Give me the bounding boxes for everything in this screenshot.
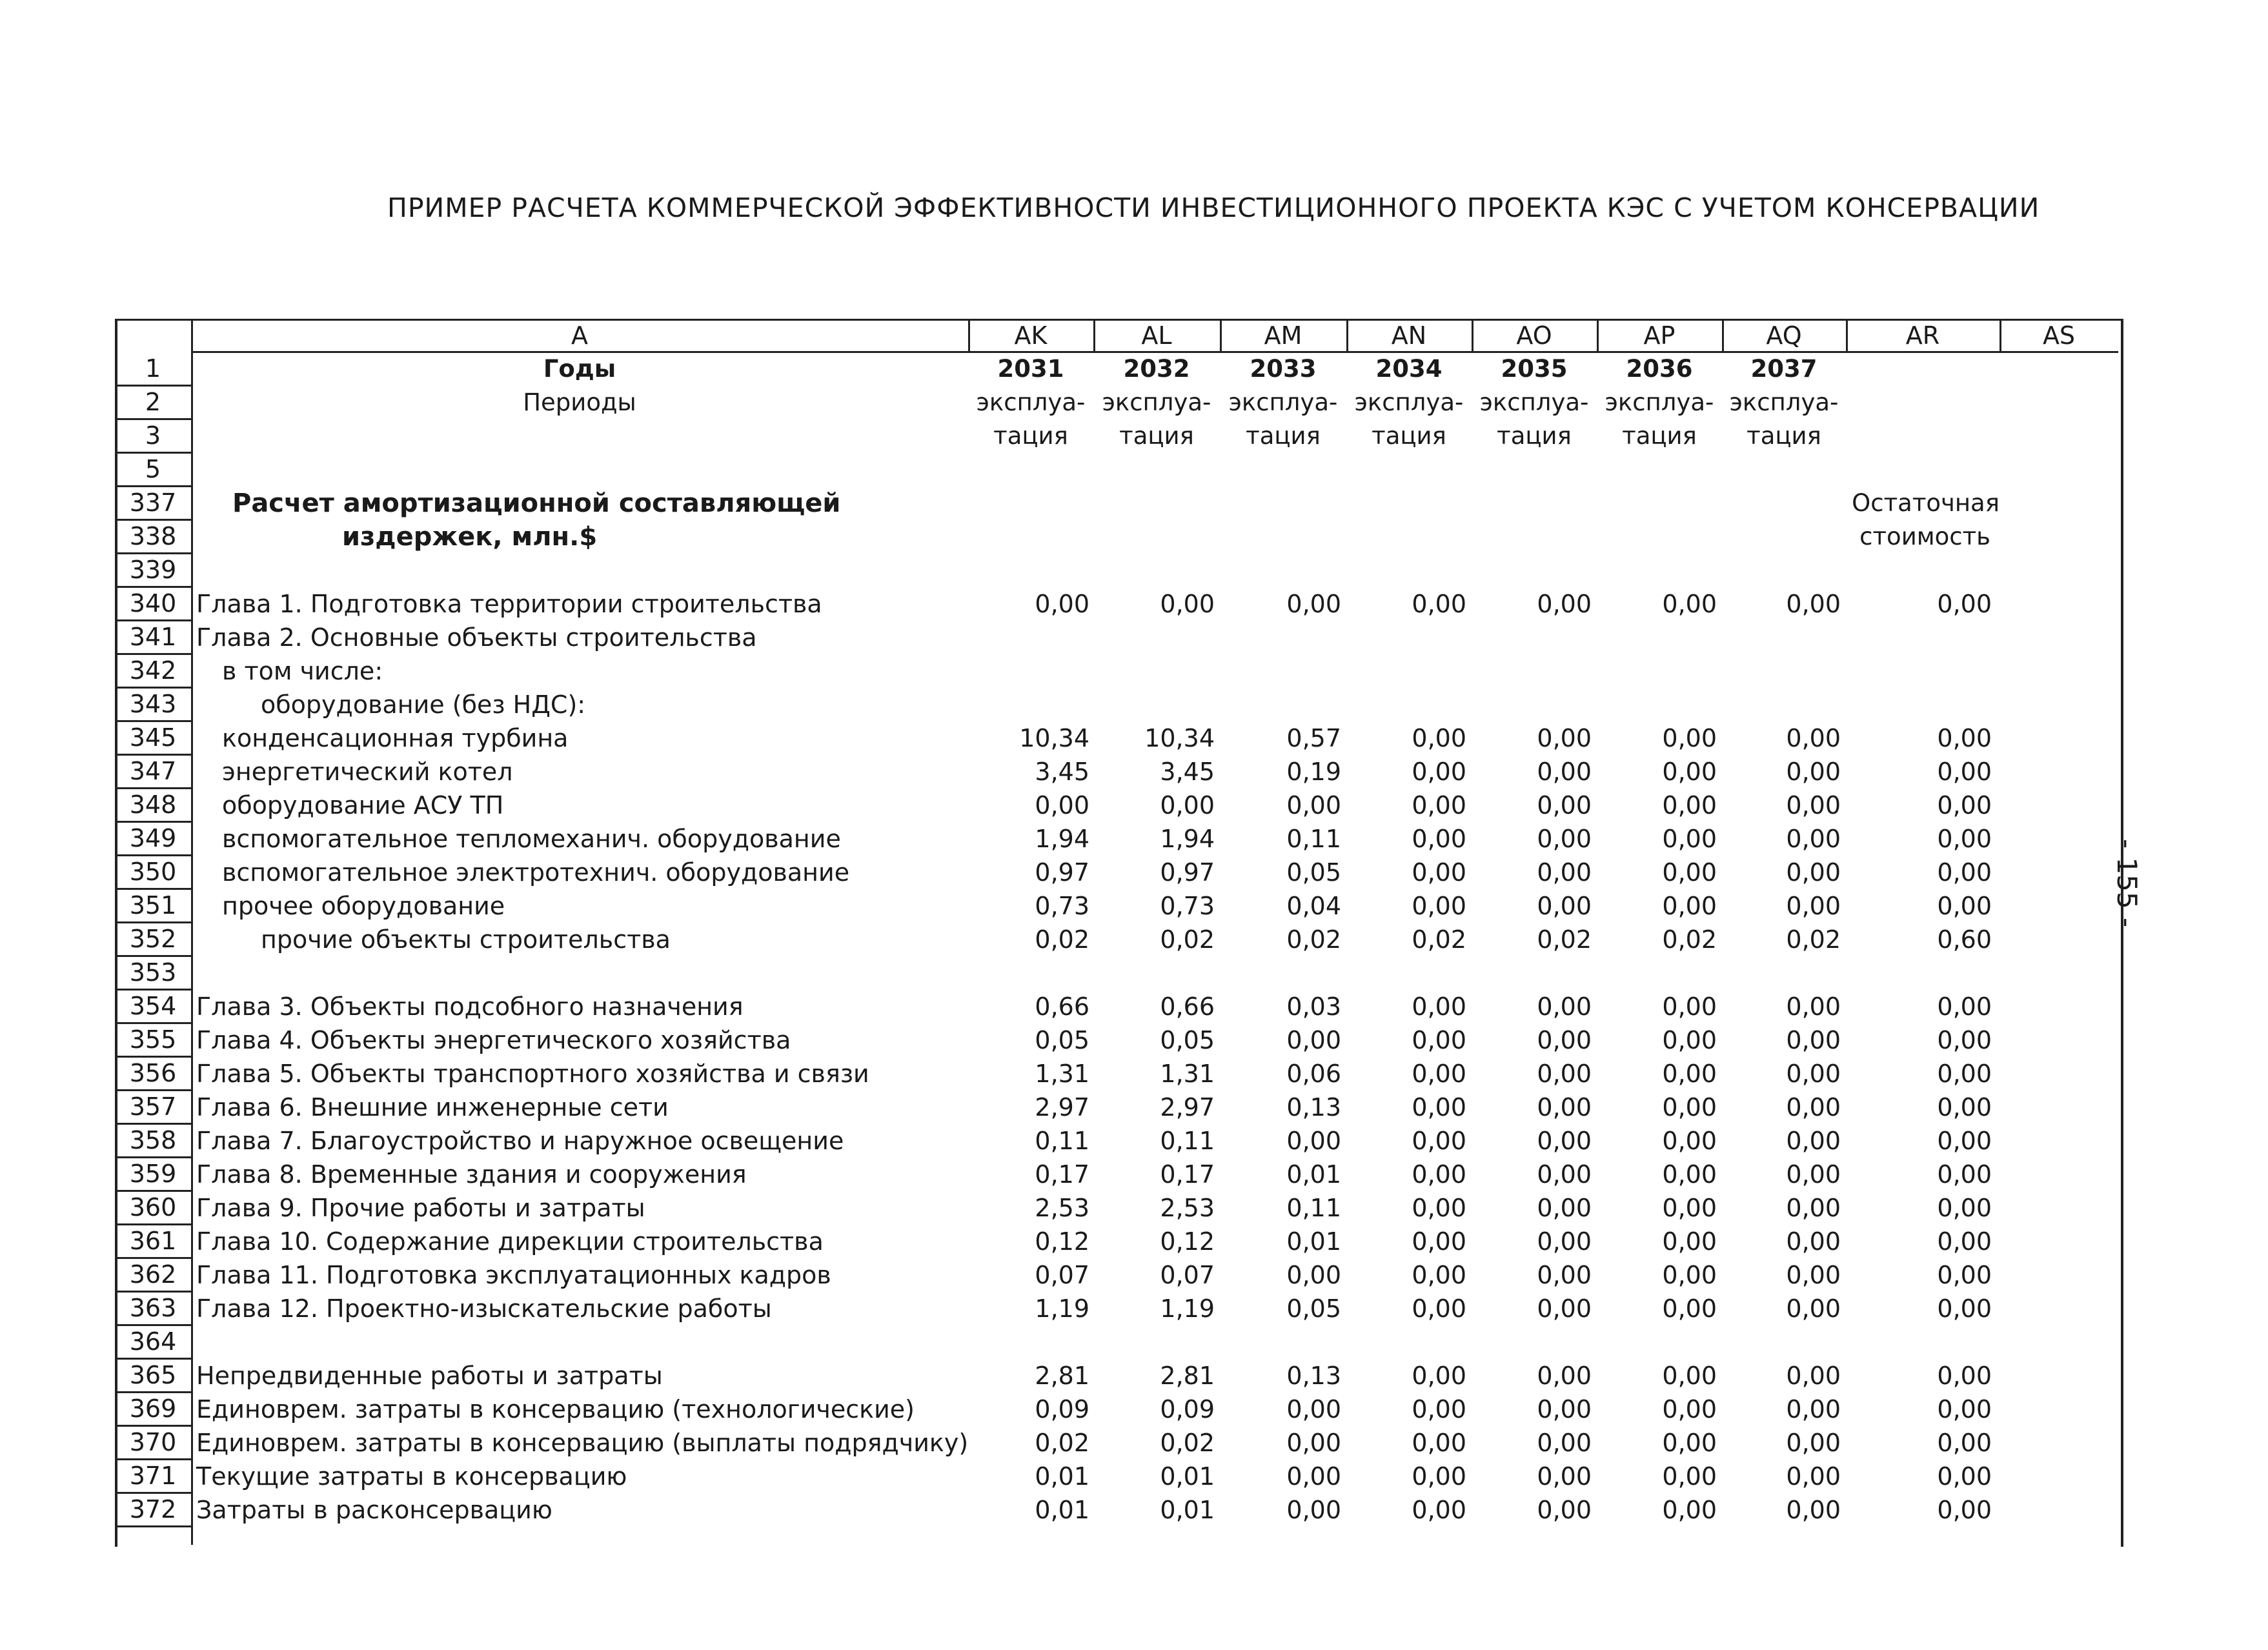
value-cell: 0,00 xyxy=(1786,1462,1841,1491)
value-cell: 0,00 xyxy=(1662,1395,1717,1424)
row-label: прочие объекты строительства xyxy=(261,925,671,954)
value-cell: 0,13 xyxy=(1286,1362,1341,1390)
page-title: ПРИМЕР РАСЧЕТА КОММЕРЧЕСКОЙ ЭФФЕКТИВНОСТИ ИНВЕСТИЦИОННОГО ПРОЕКТА КЭС С УЧЕТОМ КОНСЕРВАЦИИ xyxy=(387,192,2040,223)
value-cell: 1,19 xyxy=(1035,1294,1089,1323)
value-cell: 0,00 xyxy=(1786,1127,1841,1155)
row-number: 350 xyxy=(115,856,191,890)
value-cell: 0,00 xyxy=(1412,1462,1466,1491)
value-cell: 0,11 xyxy=(1035,1127,1089,1155)
value-cell: 0,00 xyxy=(1937,1194,1992,1222)
period-line2: тация xyxy=(1747,422,1821,450)
period-line2: тация xyxy=(1119,422,1194,450)
period-line2: тация xyxy=(1622,422,1697,450)
value-cell: 0,00 xyxy=(1937,992,1992,1021)
row-label: Непредвиденные работы и затраты xyxy=(196,1362,663,1390)
year-header: 2033 xyxy=(1250,355,1317,383)
section-title-line1: Расчет амортизационной составляющей xyxy=(232,488,841,518)
value-cell: 0,00 xyxy=(1786,724,1841,752)
value-cell: 0,00 xyxy=(1412,724,1466,752)
value-cell: 0,00 xyxy=(1035,590,1089,618)
value-cell: 0,06 xyxy=(1286,1060,1341,1088)
row-label: Текущие затраты в консервацию xyxy=(196,1462,627,1491)
value-cell: 0,00 xyxy=(1786,1026,1841,1054)
value-cell: 1,31 xyxy=(1035,1060,1089,1088)
row-number: 369 xyxy=(115,1393,191,1427)
row-number: 361 xyxy=(115,1225,191,1259)
column-letter[interactable]: AQ xyxy=(1766,321,1802,350)
value-cell: 0,00 xyxy=(1537,724,1592,752)
value-cell: 0,02 xyxy=(1035,1429,1089,1457)
value-cell: 1,94 xyxy=(1160,825,1215,853)
row-label: Глава 3. Объекты подсобного назначения xyxy=(196,992,744,1021)
value-cell: 0,00 xyxy=(1662,1127,1717,1155)
value-cell: 0,00 xyxy=(1937,724,1992,752)
column-letter[interactable]: AP xyxy=(1643,321,1676,350)
row-number: 365 xyxy=(115,1359,191,1393)
row-label: Глава 9. Прочие работы и затраты xyxy=(196,1194,645,1222)
row-number: 343 xyxy=(115,688,191,722)
value-cell: 0,00 xyxy=(1937,590,1992,618)
value-cell: 2,97 xyxy=(1035,1093,1089,1122)
value-cell: 0,00 xyxy=(1937,1362,1992,1390)
year-header: 2032 xyxy=(1123,355,1190,383)
value-cell: 0,07 xyxy=(1160,1261,1215,1289)
value-cell: 0,00 xyxy=(1412,1362,1466,1390)
row-number: 342 xyxy=(115,654,191,689)
row-label: прочее оборудование xyxy=(222,892,505,920)
column-letter[interactable]: AL xyxy=(1141,321,1172,350)
value-cell: 0,00 xyxy=(1286,791,1341,820)
value-cell: 0,11 xyxy=(1160,1127,1215,1155)
value-cell: 0,00 xyxy=(1537,1093,1592,1122)
row-number: 2 xyxy=(115,386,191,420)
value-cell: 0,00 xyxy=(1412,992,1466,1021)
value-cell: 0,97 xyxy=(1160,858,1215,887)
period-line1: эксплуа- xyxy=(1605,388,1714,416)
value-cell: 0,00 xyxy=(1786,590,1841,618)
value-cell: 0,00 xyxy=(1662,758,1717,786)
value-cell: 0,00 xyxy=(1662,858,1717,887)
row-number: 338 xyxy=(115,520,191,554)
value-cell: 0,00 xyxy=(1537,825,1592,853)
value-cell: 0,00 xyxy=(1937,1395,1992,1424)
row-number: 352 xyxy=(115,923,191,957)
value-cell: 0,00 xyxy=(1786,1194,1841,1222)
value-cell: 0,00 xyxy=(1786,992,1841,1021)
value-cell: 0,00 xyxy=(1662,1026,1717,1054)
page-number: - 155 - xyxy=(2111,839,2143,928)
value-cell: 0,00 xyxy=(1537,1127,1592,1155)
value-cell: 0,00 xyxy=(1662,1194,1717,1222)
value-cell: 0,05 xyxy=(1035,1026,1089,1054)
row-label: оборудование АСУ ТП xyxy=(222,791,504,820)
row-number: 351 xyxy=(115,889,191,923)
value-cell: 0,00 xyxy=(1537,1294,1592,1323)
value-cell: 0,00 xyxy=(1786,858,1841,887)
year-header: 2031 xyxy=(997,355,1064,383)
value-cell: 0,00 xyxy=(1662,1429,1717,1457)
row-label: конденсационная турбина xyxy=(222,724,569,752)
value-cell: 0,00 xyxy=(1937,825,1992,853)
residual-value-label: Остаточная xyxy=(1852,489,2000,517)
value-cell: 1,31 xyxy=(1160,1060,1215,1088)
rownum-separator xyxy=(191,319,193,1545)
value-cell: 0,00 xyxy=(1662,1060,1717,1088)
value-cell: 0,73 xyxy=(1035,892,1089,920)
value-cell: 0,60 xyxy=(1937,925,1992,954)
value-cell: 0,66 xyxy=(1160,992,1215,1021)
row-label: Затраты в расконсервацию xyxy=(196,1496,552,1524)
value-cell: 0,00 xyxy=(1937,858,1992,887)
period-line2: тация xyxy=(1246,422,1321,450)
value-cell: 0,00 xyxy=(1412,758,1466,786)
value-cell: 0,01 xyxy=(1160,1496,1215,1524)
period-line1: эксплуа- xyxy=(1354,388,1464,416)
value-cell: 0,13 xyxy=(1286,1093,1341,1122)
value-cell: 10,34 xyxy=(1144,724,1215,752)
column-letter[interactable]: AN xyxy=(1391,321,1427,350)
column-letter[interactable]: AK xyxy=(1014,321,1048,350)
row-number: 370 xyxy=(115,1426,191,1460)
value-cell: 0,00 xyxy=(1786,1093,1841,1122)
value-cell: 0,00 xyxy=(1937,1093,1992,1122)
value-cell: 0,02 xyxy=(1412,925,1466,954)
value-cell: 0,00 xyxy=(1786,825,1841,853)
section-title-line2: издержек, млн.$ xyxy=(342,522,598,552)
value-cell: 0,00 xyxy=(1537,892,1592,920)
column-letter[interactable]: AS xyxy=(2042,321,2076,350)
row-number: 363 xyxy=(115,1292,191,1326)
periods-label: Периоды xyxy=(523,388,636,416)
value-cell: 0,00 xyxy=(1412,1093,1466,1122)
value-cell: 0,09 xyxy=(1035,1395,1089,1424)
period-line2: тация xyxy=(1372,422,1446,450)
value-cell: 0,00 xyxy=(1786,1496,1841,1524)
value-cell: 0,00 xyxy=(1412,892,1466,920)
value-cell: 0,00 xyxy=(1937,1462,1992,1491)
value-cell: 0,00 xyxy=(1537,858,1592,887)
value-cell: 0,11 xyxy=(1286,825,1341,853)
row-label: Глава 4. Объекты энергетического хозяйства xyxy=(196,1026,791,1054)
value-cell: 0,00 xyxy=(1286,1429,1341,1457)
value-cell: 0,00 xyxy=(1537,1395,1592,1424)
value-cell: 0,00 xyxy=(1786,1362,1841,1390)
value-cell: 0,00 xyxy=(1786,758,1841,786)
value-cell: 0,00 xyxy=(1937,1060,1992,1088)
value-cell: 0,05 xyxy=(1160,1026,1215,1054)
value-cell: 0,00 xyxy=(1662,724,1717,752)
row-number: 372 xyxy=(115,1493,191,1527)
year-header: 2034 xyxy=(1375,355,1443,383)
value-cell: 0,03 xyxy=(1286,992,1341,1021)
value-cell: 0,00 xyxy=(1786,892,1841,920)
row-label: энергетический котел xyxy=(222,758,513,786)
column-letter-a[interactable]: A xyxy=(571,321,588,350)
row-label: вспомогательное тепломеханич. оборудование xyxy=(222,825,841,853)
value-cell: 0,00 xyxy=(1412,590,1466,618)
row-number: 358 xyxy=(115,1124,191,1158)
value-cell: 0,04 xyxy=(1286,892,1341,920)
value-cell: 0,00 xyxy=(1662,1160,1717,1189)
value-cell: 0,00 xyxy=(1937,892,1992,920)
value-cell: 0,00 xyxy=(1537,1362,1592,1390)
years-label: Годы xyxy=(543,355,616,383)
row-label: Глава 12. Проектно-изыскательские работы xyxy=(196,1294,772,1323)
row-number: 345 xyxy=(115,721,191,756)
value-cell: 0,00 xyxy=(1662,1496,1717,1524)
value-cell: 0,97 xyxy=(1035,858,1089,887)
value-cell: 0,00 xyxy=(1786,1395,1841,1424)
row-number: 5 xyxy=(115,453,191,487)
value-cell: 0,00 xyxy=(1412,1026,1466,1054)
value-cell: 0,11 xyxy=(1286,1194,1341,1222)
row-number: 354 xyxy=(115,990,191,1024)
row-number: 360 xyxy=(115,1191,191,1225)
value-cell: 0,00 xyxy=(1286,1026,1341,1054)
value-cell: 0,00 xyxy=(1937,1496,1992,1524)
year-header: 2036 xyxy=(1626,355,1693,383)
value-cell: 0,00 xyxy=(1937,1429,1992,1457)
value-cell: 0,00 xyxy=(1662,791,1717,820)
row-number: 341 xyxy=(115,621,191,655)
value-cell: 0,00 xyxy=(1412,1160,1466,1189)
value-cell: 3,45 xyxy=(1160,758,1215,786)
value-cell: 0,09 xyxy=(1160,1395,1215,1424)
value-cell: 0,00 xyxy=(1160,590,1215,618)
value-cell: 0,00 xyxy=(1937,1227,1992,1256)
year-header: 2037 xyxy=(1750,355,1817,383)
value-cell: 0,05 xyxy=(1286,1294,1341,1323)
value-cell: 1,94 xyxy=(1035,825,1089,853)
value-cell: 0,00 xyxy=(1662,1093,1717,1122)
value-cell: 0,00 xyxy=(1286,1395,1341,1424)
row-label: вспомогательное электротехнич. оборудование xyxy=(222,858,850,887)
value-cell: 0,73 xyxy=(1160,892,1215,920)
value-cell: 0,00 xyxy=(1412,1060,1466,1088)
value-cell: 0,00 xyxy=(1537,758,1592,786)
value-cell: 0,00 xyxy=(1537,791,1592,820)
value-cell: 0,00 xyxy=(1412,1294,1466,1323)
value-cell: 0,00 xyxy=(1537,1194,1592,1222)
value-cell: 0,00 xyxy=(1786,1060,1841,1088)
value-cell: 0,12 xyxy=(1035,1227,1089,1256)
value-cell: 0,57 xyxy=(1286,724,1341,752)
row-number: 355 xyxy=(115,1023,191,1058)
period-line1: эксплуа- xyxy=(1102,388,1211,416)
value-cell: 0,00 xyxy=(1537,1429,1592,1457)
value-cell: 0,00 xyxy=(1286,1462,1341,1491)
value-cell: 0,02 xyxy=(1160,925,1215,954)
value-cell: 0,01 xyxy=(1035,1496,1089,1524)
row-label: Глава 10. Содержание дирекции строительства xyxy=(196,1227,824,1256)
row-label: Глава 8. Временные здания и сооружения xyxy=(196,1160,747,1189)
period-line1: эксплуа- xyxy=(1729,388,1839,416)
value-cell: 0,19 xyxy=(1286,758,1341,786)
value-cell: 0,00 xyxy=(1537,1261,1592,1289)
row-number: 337 xyxy=(115,487,191,521)
value-cell: 0,17 xyxy=(1035,1160,1089,1189)
row-label: Глава 2. Основные объекты строительства xyxy=(196,623,757,652)
row-number: 347 xyxy=(115,755,191,789)
row-number: 357 xyxy=(115,1091,191,1125)
value-cell: 2,53 xyxy=(1035,1194,1089,1222)
value-cell: 0,00 xyxy=(1537,992,1592,1021)
value-cell: 0,02 xyxy=(1662,925,1717,954)
value-cell: 0,00 xyxy=(1537,1060,1592,1088)
value-cell: 0,00 xyxy=(1412,1429,1466,1457)
value-cell: 0,00 xyxy=(1537,1462,1592,1491)
value-cell: 0,00 xyxy=(1937,1127,1992,1155)
row-number: 353 xyxy=(115,956,191,991)
value-cell: 0,00 xyxy=(1537,1160,1592,1189)
value-cell: 0,00 xyxy=(1286,1127,1341,1155)
value-cell: 0,00 xyxy=(1786,1294,1841,1323)
value-cell: 0,00 xyxy=(1786,791,1841,820)
row-number: 359 xyxy=(115,1158,191,1192)
value-cell: 0,02 xyxy=(1160,1429,1215,1457)
value-cell: 0,01 xyxy=(1286,1227,1341,1256)
value-cell: 0,02 xyxy=(1286,925,1341,954)
row-label: Глава 1. Подготовка территории строительства xyxy=(196,590,822,618)
value-cell: 0,00 xyxy=(1786,1227,1841,1256)
value-cell: 0,00 xyxy=(1662,1294,1717,1323)
value-cell: 0,00 xyxy=(1537,1496,1592,1524)
value-cell: 0,00 xyxy=(1662,1261,1717,1289)
value-cell: 0,00 xyxy=(1412,858,1466,887)
row-number: 356 xyxy=(115,1057,191,1091)
row-number: 340 xyxy=(115,587,191,621)
value-cell: 0,00 xyxy=(1412,825,1466,853)
value-cell: 0,00 xyxy=(1937,758,1992,786)
period-line1: эксплуа- xyxy=(1228,388,1338,416)
row-label: в том числе: xyxy=(222,657,383,685)
row-number: 349 xyxy=(115,822,191,856)
value-cell: 0,00 xyxy=(1412,1261,1466,1289)
value-cell: 0,00 xyxy=(1286,590,1341,618)
value-cell: 0,00 xyxy=(1412,1194,1466,1222)
value-cell: 2,97 xyxy=(1160,1093,1215,1122)
period-line2: тация xyxy=(993,422,1068,450)
value-cell: 0,00 xyxy=(1937,791,1992,820)
column-letter[interactable]: AO xyxy=(1516,321,1552,350)
value-cell: 0,02 xyxy=(1537,925,1592,954)
value-cell: 0,00 xyxy=(1286,1496,1341,1524)
column-letter[interactable]: AR xyxy=(1905,321,1940,350)
value-cell: 0,00 xyxy=(1662,590,1717,618)
value-cell: 0,00 xyxy=(1412,1395,1466,1424)
value-cell: 0,00 xyxy=(1412,791,1466,820)
value-cell: 0,00 xyxy=(1035,791,1089,820)
value-cell: 0,00 xyxy=(1662,1462,1717,1491)
value-cell: 0,00 xyxy=(1412,1227,1466,1256)
value-cell: 0,12 xyxy=(1160,1227,1215,1256)
value-cell: 0,00 xyxy=(1937,1026,1992,1054)
value-cell: 0,05 xyxy=(1286,858,1341,887)
period-line1: эксплуа- xyxy=(1479,388,1589,416)
row-number: 348 xyxy=(115,789,191,823)
value-cell: 10,34 xyxy=(1019,724,1089,752)
row-label: Глава 7. Благоустройство и наружное освещение xyxy=(196,1127,844,1155)
value-cell: 0,00 xyxy=(1537,1026,1592,1054)
value-cell: 0,00 xyxy=(1937,1261,1992,1289)
value-cell: 3,45 xyxy=(1035,758,1089,786)
value-cell: 2,81 xyxy=(1160,1362,1215,1390)
value-cell: 0,00 xyxy=(1786,1261,1841,1289)
value-cell: 0,00 xyxy=(1662,892,1717,920)
row-number: 1 xyxy=(115,352,191,387)
period-line1: эксплуа- xyxy=(976,388,1086,416)
value-cell: 0,00 xyxy=(1537,590,1592,618)
column-letter[interactable]: AM xyxy=(1264,321,1302,350)
row-label: Глава 11. Подготовка эксплуатационных кадров xyxy=(196,1261,831,1289)
value-cell: 0,01 xyxy=(1286,1160,1341,1189)
value-cell: 0,17 xyxy=(1160,1160,1215,1189)
value-cell: 0,01 xyxy=(1035,1462,1089,1491)
value-cell: 2,53 xyxy=(1160,1194,1215,1222)
row-label: Единоврем. затраты в консервацию (выплаты подрядчику) xyxy=(196,1429,969,1457)
value-cell: 0,00 xyxy=(1662,1362,1717,1390)
value-cell: 0,02 xyxy=(1035,925,1089,954)
value-cell: 0,00 xyxy=(1662,1227,1717,1256)
value-cell: 0,02 xyxy=(1786,925,1841,954)
value-cell: 0,00 xyxy=(1160,791,1215,820)
row-label: Глава 5. Объекты транспортного хозяйства и связи xyxy=(196,1060,869,1088)
value-cell: 0,00 xyxy=(1662,825,1717,853)
row-number: 3 xyxy=(115,419,191,454)
value-cell: 0,07 xyxy=(1035,1261,1089,1289)
year-header: 2035 xyxy=(1501,355,1568,383)
value-cell: 0,00 xyxy=(1662,992,1717,1021)
row-label: оборудование (без НДС): xyxy=(261,690,586,719)
value-cell: 0,00 xyxy=(1537,1227,1592,1256)
residual-value-label2: стоимость xyxy=(1859,523,1990,550)
row-number: 364 xyxy=(115,1325,191,1360)
period-line2: тация xyxy=(1497,422,1572,450)
value-cell: 1,19 xyxy=(1160,1294,1215,1323)
value-cell: 0,00 xyxy=(1412,1496,1466,1524)
value-cell: 0,00 xyxy=(1412,1127,1466,1155)
value-cell: 2,81 xyxy=(1035,1362,1089,1390)
value-cell: 0,00 xyxy=(1937,1294,1992,1323)
row-number: 371 xyxy=(115,1460,191,1494)
value-cell: 0,00 xyxy=(1786,1160,1841,1189)
row-label: Глава 6. Внешние инженерные сети xyxy=(196,1093,669,1122)
value-cell: 0,00 xyxy=(1937,1160,1992,1189)
row-number: 362 xyxy=(115,1258,191,1293)
value-cell: 0,00 xyxy=(1786,1429,1841,1457)
row-number: 339 xyxy=(115,554,191,588)
value-cell: 0,01 xyxy=(1160,1462,1215,1491)
row-label: Единоврем. затраты в консервацию (технологические) xyxy=(196,1395,915,1424)
value-cell: 0,66 xyxy=(1035,992,1089,1021)
value-cell: 0,00 xyxy=(1286,1261,1341,1289)
